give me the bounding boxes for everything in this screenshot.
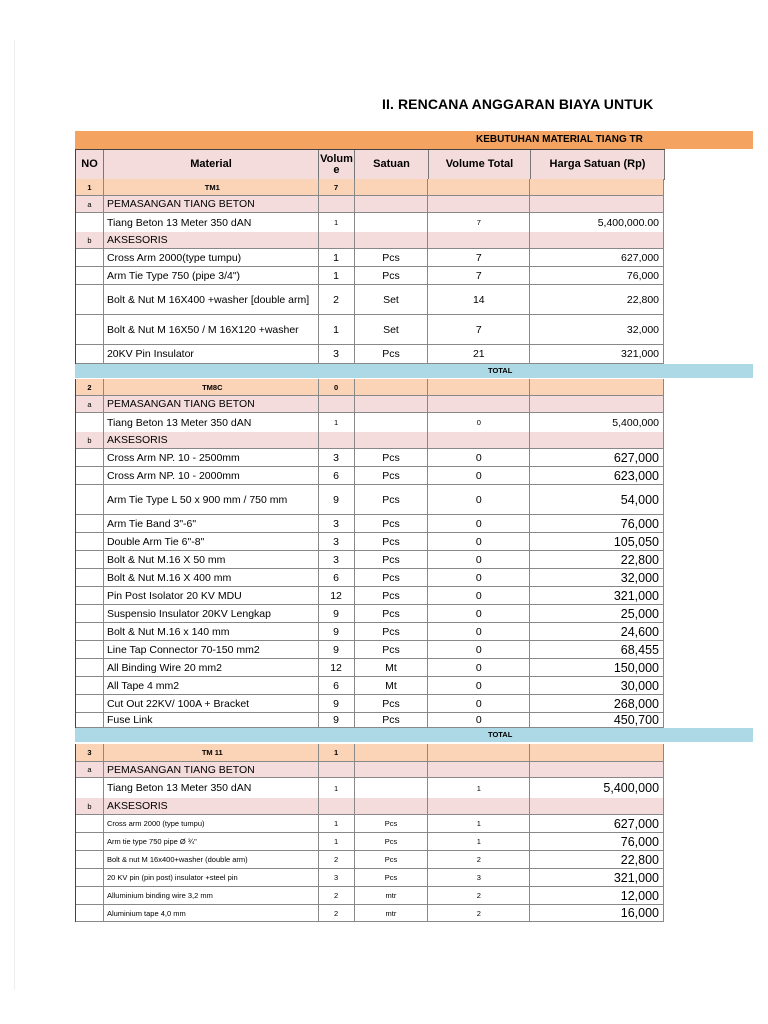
cell-no [76, 851, 104, 869]
cell-volume: 1 [319, 815, 355, 833]
total-band-1 [75, 364, 753, 378]
cell-harga: 150,000 [530, 659, 664, 677]
cell-material: Arm Tie Type 750 (pipe 3/4") [104, 267, 319, 285]
cell-satuan [355, 179, 429, 196]
cell-volume [319, 232, 355, 249]
cell-volume: 2 [319, 905, 355, 922]
cell-harga [530, 232, 664, 249]
cell-volume: 1 [319, 315, 355, 345]
table-row [75, 413, 664, 433]
cell-volume-total: 14 [428, 285, 530, 315]
cell-satuan: Set [355, 315, 429, 345]
cell-no [76, 467, 104, 485]
cell-volume: 12 [319, 587, 355, 605]
cell-no [76, 605, 104, 623]
table-row [75, 905, 664, 922]
cell-satuan: Pcs [355, 623, 429, 641]
cell-volume: 7 [319, 179, 355, 196]
cell-volume-total [428, 179, 530, 196]
cell-satuan: Pcs [355, 851, 429, 869]
cell-harga [530, 396, 664, 413]
cell-volume-total: 2 [428, 851, 530, 869]
cell-harga: 54,000 [530, 485, 664, 515]
table-row [75, 551, 664, 569]
cell-harga: 32,000 [530, 569, 664, 587]
cell-harga: 76,000 [530, 833, 664, 851]
cell-satuan: Pcs [355, 345, 429, 364]
cell-satuan: Set [355, 285, 429, 315]
cell-material: Tiang Beton 13 Meter 350 dAN [104, 778, 319, 799]
cell-volume [319, 396, 355, 413]
cell-volume-total [428, 762, 530, 778]
cell-harga: 24,600 [530, 623, 664, 641]
cell-volume-total [428, 798, 530, 815]
cell-satuan: Mt [355, 659, 429, 677]
cell-no [76, 285, 104, 315]
cell-volume: 9 [319, 623, 355, 641]
cell-harga [530, 179, 664, 196]
cell-volume [319, 432, 355, 449]
table-row [75, 815, 664, 833]
cell-harga: 268,000 [530, 695, 664, 713]
table-row [75, 623, 664, 641]
total-label: TOTAL [488, 366, 513, 375]
cell-volume-total: 0 [428, 695, 530, 713]
cell-satuan [355, 196, 429, 213]
cell-volume-total: 0 [428, 515, 530, 533]
cell-satuan: Pcs [355, 515, 429, 533]
cell-volume: 1 [319, 778, 355, 799]
cell-material: Fuse Link [104, 713, 319, 728]
cell-satuan: Pcs [355, 449, 429, 467]
cell-no [76, 695, 104, 713]
header-volume: Volum e [319, 150, 355, 180]
cell-no [76, 587, 104, 605]
table-row [75, 449, 664, 467]
cell-volume-total: 1 [428, 815, 530, 833]
cell-volume-total: 0 [428, 641, 530, 659]
cell-volume-total: 0 [428, 659, 530, 677]
cell-volume: 6 [319, 569, 355, 587]
table-header [75, 149, 665, 180]
cell-volume: 3 [319, 345, 355, 364]
table-row [75, 267, 664, 285]
table-row [75, 869, 664, 887]
cell-harga [530, 798, 664, 815]
cell-satuan: Pcs [355, 641, 429, 659]
cell-volume: 1 [319, 267, 355, 285]
band-label: KEBUTUHAN MATERIAL TIANG TR [476, 134, 643, 145]
cell-material: AKSESORIS [104, 232, 319, 249]
cell-volume: 9 [319, 695, 355, 713]
table-row [75, 467, 664, 485]
section-row [75, 798, 664, 815]
cell-volume-total: 0 [428, 677, 530, 695]
cell-no [76, 485, 104, 515]
total-band-2 [75, 728, 753, 742]
cell-no: 2 [76, 379, 104, 396]
cell-satuan: Pcs [355, 815, 429, 833]
cell-material: AKSESORIS [104, 798, 319, 815]
cell-volume-total: 3 [428, 869, 530, 887]
cell-satuan [355, 396, 429, 413]
section-row [75, 396, 664, 413]
cell-no: b [76, 232, 104, 249]
cell-no [76, 345, 104, 364]
cell-satuan [355, 232, 429, 249]
cell-satuan: Pcs [355, 467, 429, 485]
cell-satuan: Pcs [355, 605, 429, 623]
cell-no [76, 213, 104, 233]
total-label: TOTAL [488, 730, 513, 739]
cell-material: Arm Tie Band 3"-6" [104, 515, 319, 533]
cell-volume-total: 7 [428, 249, 530, 267]
group-row [75, 379, 664, 396]
cell-no: 1 [76, 179, 104, 196]
cell-harga [530, 744, 664, 762]
table-row [75, 249, 664, 267]
cell-material: Cross Arm NP. 10 - 2000mm [104, 467, 319, 485]
cell-harga: 5,400,000 [530, 413, 664, 433]
cell-no [76, 713, 104, 728]
cell-volume [319, 798, 355, 815]
table-row [75, 713, 664, 728]
cell-volume-total: 0 [428, 413, 530, 433]
cell-satuan: Pcs [355, 267, 429, 285]
cell-volume-total: 7 [428, 315, 530, 345]
cell-volume: 3 [319, 869, 355, 887]
cell-volume-total: 0 [428, 551, 530, 569]
table-row [75, 695, 664, 713]
cell-volume: 3 [319, 533, 355, 551]
material-band [75, 131, 753, 149]
cell-no [76, 413, 104, 433]
cell-volume-total: 7 [428, 213, 530, 233]
cell-volume-total: 1 [428, 833, 530, 851]
cell-material: Cross Arm 2000(type tumpu) [104, 249, 319, 267]
cell-material: PEMASANGAN TIANG BETON [104, 762, 319, 778]
cell-harga: 68,455 [530, 641, 664, 659]
cell-no [76, 533, 104, 551]
cell-no [76, 315, 104, 345]
cell-volume-total: 0 [428, 485, 530, 515]
table-row [75, 587, 664, 605]
cell-satuan [355, 213, 429, 233]
cell-volume-total: 0 [428, 713, 530, 728]
cell-satuan: Pcs [355, 551, 429, 569]
header-volume-total: Volume Total [429, 150, 531, 180]
cell-harga [530, 379, 664, 396]
cell-harga [530, 196, 664, 213]
cell-harga: 321,000 [530, 869, 664, 887]
cell-volume: 2 [319, 285, 355, 315]
cell-material: Tiang Beton 13 Meter 350 dAN [104, 213, 319, 233]
cell-satuan: Mt [355, 677, 429, 695]
table-row [75, 677, 664, 695]
cell-no [76, 887, 104, 905]
cell-no [76, 249, 104, 267]
cell-no [76, 515, 104, 533]
cell-material: TM 11 [104, 744, 319, 762]
cell-harga: 22,800 [530, 551, 664, 569]
cell-satuan: Pcs [355, 533, 429, 551]
cell-material: Bolt & nut M 16x400+washer (double arm) [104, 851, 319, 869]
cell-no [76, 869, 104, 887]
cell-satuan: Pcs [355, 249, 429, 267]
group-row [75, 179, 664, 196]
table-row [75, 778, 664, 799]
cell-material: Cross arm 2000 (type tumpu) [104, 815, 319, 833]
cell-satuan [355, 778, 429, 799]
cell-harga: 627,000 [530, 249, 664, 267]
cell-material: Alluminium binding wire 3,2 mm [104, 887, 319, 905]
cell-no: a [76, 762, 104, 778]
cell-volume-total: 1 [428, 778, 530, 799]
table-row [75, 887, 664, 905]
cell-satuan [355, 379, 429, 396]
cell-volume: 2 [319, 887, 355, 905]
page-title: II. RENCANA ANGGARAN BIAYA UNTUK [382, 96, 654, 112]
header-harga: Harga Satuan (Rp) [531, 150, 665, 180]
cell-volume-total: 2 [428, 887, 530, 905]
cell-no [76, 778, 104, 799]
cell-material: Double Arm Tie 6"-8" [104, 533, 319, 551]
cell-volume: 12 [319, 659, 355, 677]
cell-volume: 1 [319, 744, 355, 762]
cell-harga: 22,800 [530, 851, 664, 869]
cell-material: Cross Arm NP. 10 - 2500mm [104, 449, 319, 467]
cell-material: Suspensio Insulator 20KV Lengkap [104, 605, 319, 623]
cell-material: Arm Tie Type L 50 x 900 mm / 750 mm [104, 485, 319, 515]
cell-harga: 76,000 [530, 267, 664, 285]
cell-volume: 6 [319, 677, 355, 695]
cell-volume: 2 [319, 851, 355, 869]
cell-material: Bolt & Nut M.16 x 140 mm [104, 623, 319, 641]
cell-volume: 9 [319, 641, 355, 659]
cell-volume: 9 [319, 713, 355, 728]
cell-volume-total: 21 [428, 345, 530, 364]
cell-material: TM8C [104, 379, 319, 396]
cell-material: Pin Post Isolator 20 KV MDU [104, 587, 319, 605]
cell-harga: 32,000 [530, 315, 664, 345]
cell-volume-total: 0 [428, 587, 530, 605]
cell-material: 20KV Pin Insulator [104, 345, 319, 364]
cell-harga: 12,000 [530, 887, 664, 905]
cell-volume: 0 [319, 379, 355, 396]
table-row [75, 659, 664, 677]
section-row [75, 196, 664, 213]
cell-satuan [355, 432, 429, 449]
cell-volume: 3 [319, 515, 355, 533]
cell-satuan [355, 413, 429, 433]
cell-harga: 321,000 [530, 587, 664, 605]
cell-no: a [76, 196, 104, 213]
cell-no [76, 267, 104, 285]
cell-material: TM1 [104, 179, 319, 196]
table-row [75, 851, 664, 869]
cell-material: Aluminium tape 4,0 mm [104, 905, 319, 922]
cell-volume-total [428, 744, 530, 762]
cell-volume-total [428, 396, 530, 413]
section-row [75, 432, 664, 449]
table-row [75, 533, 664, 551]
cell-volume-total: 0 [428, 569, 530, 587]
cell-volume: 1 [319, 249, 355, 267]
cell-volume [319, 196, 355, 213]
cell-no: 3 [76, 744, 104, 762]
cell-harga: 16,000 [530, 905, 664, 922]
cell-material: Bolt & Nut M 16X400 +washer [double arm] [104, 285, 319, 315]
cell-material: All Tape 4 mm2 [104, 677, 319, 695]
cell-no [76, 833, 104, 851]
cell-satuan: mtr [355, 887, 429, 905]
cell-volume: 1 [319, 213, 355, 233]
cell-volume: 3 [319, 551, 355, 569]
cell-volume: 6 [319, 467, 355, 485]
cell-satuan: Pcs [355, 833, 429, 851]
cell-satuan: mtr [355, 905, 429, 922]
cell-no [76, 905, 104, 922]
table-row [75, 485, 664, 515]
table-row [75, 315, 664, 345]
cell-satuan: Pcs [355, 587, 429, 605]
cell-volume: 9 [319, 485, 355, 515]
table-row [75, 605, 664, 623]
cell-volume-total: 7 [428, 267, 530, 285]
cell-satuan [355, 798, 429, 815]
cell-harga: 321,000 [530, 345, 664, 364]
cell-volume-total: 0 [428, 449, 530, 467]
cell-material: Tiang Beton 13 Meter 350 dAN [104, 413, 319, 433]
cell-material: Bolt & Nut M 16X50 / M 16X120 +washer [104, 315, 319, 345]
cell-volume: 1 [319, 413, 355, 433]
table-row [75, 345, 664, 364]
cell-material: PEMASANGAN TIANG BETON [104, 196, 319, 213]
cell-no [76, 449, 104, 467]
section-row [75, 762, 664, 778]
table-row [75, 833, 664, 851]
cell-material: Cut Out 22KV/ 100A + Bracket [104, 695, 319, 713]
page-edge-line [14, 40, 15, 990]
cell-no [76, 677, 104, 695]
cell-harga: 450,700 [530, 713, 664, 728]
table-row [75, 515, 664, 533]
cell-material: Arm tie type 750 pipe Ø ¾" [104, 833, 319, 851]
cell-no [76, 815, 104, 833]
cell-material: Bolt & Nut M.16 X 400 mm [104, 569, 319, 587]
cell-satuan: Pcs [355, 869, 429, 887]
table-row [75, 641, 664, 659]
cell-volume-total [428, 232, 530, 249]
cell-no [76, 641, 104, 659]
section-row [75, 232, 664, 249]
table-row [75, 213, 664, 233]
cell-satuan [355, 762, 429, 778]
cell-volume-total: 2 [428, 905, 530, 922]
cell-no [76, 659, 104, 677]
cell-volume-total: 0 [428, 605, 530, 623]
cell-satuan [355, 744, 429, 762]
cell-no: a [76, 396, 104, 413]
cell-volume-total: 0 [428, 467, 530, 485]
cell-material: All Binding Wire 20 mm2 [104, 659, 319, 677]
cell-volume: 9 [319, 605, 355, 623]
group-row [75, 744, 664, 762]
cell-satuan: Pcs [355, 713, 429, 728]
cell-harga: 627,000 [530, 449, 664, 467]
cell-material: PEMASANGAN TIANG BETON [104, 396, 319, 413]
cell-harga: 76,000 [530, 515, 664, 533]
cell-no [76, 551, 104, 569]
cell-no [76, 569, 104, 587]
cell-volume: 3 [319, 449, 355, 467]
cell-harga: 627,000 [530, 815, 664, 833]
cell-volume-total [428, 432, 530, 449]
cell-harga [530, 762, 664, 778]
cell-volume-total [428, 379, 530, 396]
cell-harga [530, 432, 664, 449]
table-row [75, 569, 664, 587]
cell-satuan: Pcs [355, 485, 429, 515]
cell-no [76, 623, 104, 641]
header-satuan: Satuan [355, 150, 429, 180]
cell-harga: 22,800 [530, 285, 664, 315]
cell-no: b [76, 798, 104, 815]
cell-harga: 623,000 [530, 467, 664, 485]
cell-volume [319, 762, 355, 778]
cell-harga: 105,050 [530, 533, 664, 551]
cell-harga: 25,000 [530, 605, 664, 623]
cell-volume-total [428, 196, 530, 213]
cell-volume-total: 0 [428, 623, 530, 641]
cell-material: Line Tap Connector 70-150 mm2 [104, 641, 319, 659]
header-no: NO [76, 150, 104, 180]
cell-no: b [76, 432, 104, 449]
header-material: Material [104, 150, 319, 180]
cell-satuan: Pcs [355, 569, 429, 587]
cell-material: 20 KV pin (pin post) insulator +steel pin [104, 869, 319, 887]
cell-satuan: Pcs [355, 695, 429, 713]
cell-harga: 30,000 [530, 677, 664, 695]
cell-harga: 5,400,000 [530, 778, 664, 799]
cell-volume: 1 [319, 833, 355, 851]
cell-material: Bolt & Nut M.16 X 50 mm [104, 551, 319, 569]
cell-material: AKSESORIS [104, 432, 319, 449]
table-row [75, 285, 664, 315]
cell-harga: 5,400,000.00 [530, 213, 664, 233]
cell-volume-total: 0 [428, 533, 530, 551]
